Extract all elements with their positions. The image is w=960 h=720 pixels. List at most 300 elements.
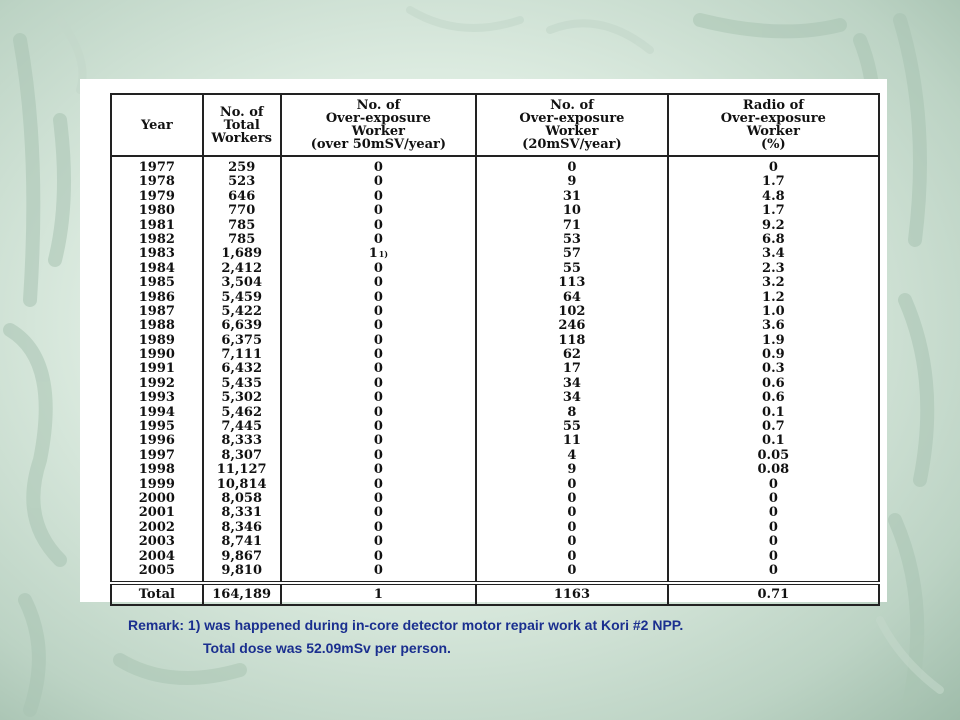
table-cell: [669, 506, 878, 520]
cell-value: 31: [562, 188, 581, 204]
year-column: [111, 156, 203, 583]
header-line: Over-exposure: [325, 111, 431, 126]
cell-value: 1985: [138, 275, 175, 291]
table-cell: [282, 463, 476, 477]
cell-value: 1994: [138, 404, 175, 420]
header-line: Over-exposure: [519, 111, 625, 126]
table-cell: [112, 175, 202, 189]
table-cell: [669, 550, 878, 564]
table-cell: [669, 204, 878, 218]
header-line: (%): [761, 137, 786, 152]
total-workers-value: 164,189: [203, 583, 281, 605]
table-cell: [477, 449, 667, 463]
table-cell: [204, 334, 280, 348]
header-line: (over 50mSV/year): [310, 137, 447, 152]
table-cell: [204, 434, 280, 448]
table-cell: [112, 305, 202, 319]
header-line: Radio of: [742, 98, 804, 113]
header-line: Total: [223, 117, 260, 133]
cell-value: 64: [562, 289, 581, 305]
table-cell: [204, 247, 280, 261]
cell-value: 2005: [138, 562, 175, 578]
cell-value: 1979: [138, 188, 175, 204]
table-cell: [477, 319, 667, 333]
header-line: No. of: [356, 98, 401, 113]
remark-line-2: Total dose was 52.09mSv per person.: [203, 640, 451, 656]
total-ratio-value: 0.71: [668, 583, 879, 605]
table-panel: [80, 79, 887, 602]
cell-value: 113: [558, 275, 586, 291]
table-cell: [669, 564, 878, 578]
table-cell: [204, 535, 280, 549]
table-cell: [112, 434, 202, 448]
header-year: [111, 94, 203, 156]
cell-value: 0: [768, 519, 778, 535]
header-line: Worker: [351, 124, 405, 139]
cell-value: 6.8: [762, 231, 785, 247]
table-cell: [204, 219, 280, 233]
table-cell: [282, 564, 476, 578]
table-cell: [282, 276, 476, 290]
table-cell: [204, 492, 280, 506]
cell-value: 1,689: [221, 246, 263, 262]
cell-value: 0.05: [757, 447, 790, 463]
table-cell: [112, 291, 202, 305]
header-line: Year: [141, 117, 173, 133]
table-cell: [282, 362, 476, 376]
table-cell: [477, 175, 667, 189]
cell-value: 5,302: [221, 390, 263, 406]
table-cell: [282, 204, 476, 218]
cell-value: 0: [567, 160, 577, 175]
cell-value: 0.3: [762, 361, 785, 377]
cell-value: 1991: [138, 361, 175, 377]
cell-value: 6,639: [221, 318, 263, 334]
table-cell: [112, 406, 202, 420]
cell-value: 1992: [138, 375, 175, 391]
table-cell: [204, 276, 280, 290]
table-cell: [669, 175, 878, 189]
remark-line-1: Remark: 1) was happened during in-core detector motor repair work at Kori #2 NPP.: [128, 617, 684, 633]
table-cell: [477, 204, 667, 218]
cell-value: 2.3: [762, 260, 785, 276]
cell-value: 0.6: [762, 390, 785, 406]
cell-value: 4.8: [762, 188, 785, 204]
table-cell: [204, 564, 280, 578]
table-cell: [204, 175, 280, 189]
cell-value: 71: [562, 217, 581, 233]
table-cell: [112, 247, 202, 261]
cell-value: 0.08: [757, 462, 790, 478]
cell-value: 0: [373, 174, 383, 190]
table-cell: [669, 190, 878, 204]
cell-value: 0: [373, 548, 383, 564]
cell-value: 0.9: [762, 347, 785, 363]
cell-value: 8,741: [221, 534, 263, 550]
table-cell: [112, 190, 202, 204]
cell-value: 34: [562, 375, 581, 391]
header-line: (20mSV/year): [522, 137, 622, 152]
cell-value: 10,814: [216, 476, 267, 492]
table-cell: [282, 190, 476, 204]
table-cell: [669, 449, 878, 463]
table-cell: [282, 550, 476, 564]
cell-value: 3.4: [762, 246, 785, 262]
cell-value: 5,459: [221, 289, 263, 305]
table-cell: [669, 362, 878, 376]
cell-value: 1986: [138, 289, 175, 305]
cell-value: 0: [373, 534, 383, 550]
cell-value: 0: [373, 462, 383, 478]
table-cell: [477, 564, 667, 578]
table-cell: [282, 233, 476, 247]
cell-value: 0: [373, 433, 383, 449]
cell-value: 6,432: [221, 361, 263, 377]
cell-value: 0: [768, 534, 778, 550]
table-cell: [112, 334, 202, 348]
table-cell: [282, 521, 476, 535]
table-cell: [477, 478, 667, 492]
cell-value: 0: [768, 160, 778, 175]
total-row: [111, 583, 879, 605]
table-cell: [477, 420, 667, 434]
cell-value: 2003: [138, 534, 175, 550]
table-cell: [669, 348, 878, 362]
cell-value: 9,810: [221, 562, 263, 578]
cell-value: 118: [558, 332, 586, 348]
cell-value: 1982: [138, 231, 175, 247]
table-cell: [477, 291, 667, 305]
cell-value: 1981: [138, 217, 175, 233]
table-cell: [669, 319, 878, 333]
table-cell: [204, 262, 280, 276]
cell-value: 0: [768, 548, 778, 564]
table-cell: [112, 550, 202, 564]
cell-value: 0: [373, 375, 383, 391]
header-ratio: [668, 94, 879, 156]
cell-value: 3.6: [762, 318, 785, 334]
table-cell: [669, 262, 878, 276]
total-over-20msv-value: 1163: [476, 583, 668, 605]
table-cell: [669, 521, 878, 535]
table-cell: [669, 406, 878, 420]
header-line: No. of: [550, 98, 594, 113]
cell-value: 9: [567, 462, 577, 478]
table-cell: [204, 449, 280, 463]
table-cell: [204, 161, 280, 175]
table-cell: [204, 377, 280, 391]
cell-value: 1: [368, 246, 378, 262]
table-cell: [112, 391, 202, 405]
table-cell: [669, 420, 878, 434]
cell-value: 0.6: [762, 375, 785, 391]
table-cell: [669, 219, 878, 233]
table-cell: [204, 190, 280, 204]
cell-value: 1980: [138, 203, 175, 219]
cell-value: 0: [373, 160, 383, 175]
cell-value: 0: [567, 519, 577, 535]
cell-value: 0: [373, 419, 383, 435]
cell-value: 11,127: [216, 462, 267, 478]
cell-value: 0: [373, 505, 383, 521]
table-cell: [669, 391, 878, 405]
cell-value: 10: [562, 203, 581, 219]
table-cell: [204, 506, 280, 520]
table-cell: [112, 377, 202, 391]
cell-value: 34: [562, 390, 581, 406]
table-cell: [282, 348, 476, 362]
cell-value: 785: [228, 217, 256, 233]
table-cell: [477, 377, 667, 391]
cell-value: 62: [562, 347, 581, 363]
cell-value: 8: [567, 404, 577, 420]
cell-value: 55: [562, 260, 581, 276]
cell-value: 0: [373, 303, 383, 319]
table-cell: [282, 334, 476, 348]
table-cell: [282, 247, 476, 261]
cell-value: 1.7: [762, 174, 785, 190]
cell-value: 0: [567, 534, 577, 550]
table-cell: [477, 262, 667, 276]
table-cell: [282, 535, 476, 549]
cell-value: 0: [373, 347, 383, 363]
table-cell: [282, 478, 476, 492]
table-cell: [669, 291, 878, 305]
table-cell: [204, 406, 280, 420]
table-cell: [204, 233, 280, 247]
table-cell: [477, 276, 667, 290]
cell-value: 0.1: [762, 433, 785, 449]
data-rows: [111, 156, 879, 583]
cell-value: 2002: [138, 519, 175, 535]
cell-value: 0.1: [762, 404, 785, 420]
cell-value: 246: [558, 318, 586, 334]
table-cell: [282, 406, 476, 420]
table-cell: [112, 262, 202, 276]
cell-value: 1996: [138, 433, 175, 449]
table-cell: [112, 492, 202, 506]
cell-value: 1.2: [762, 289, 785, 305]
table-cell: [477, 535, 667, 549]
cell-value: 5,462: [221, 404, 263, 420]
table-cell: [204, 550, 280, 564]
table-cell: [282, 175, 476, 189]
cell-value: 9: [567, 174, 577, 190]
cell-value: 1987: [138, 303, 175, 319]
total-workers-column: [203, 156, 281, 583]
cell-value: 0: [768, 505, 778, 521]
table-cell: [282, 420, 476, 434]
table-cell: [477, 550, 667, 564]
cell-value: 0: [567, 562, 577, 578]
cell-value: 57: [562, 246, 581, 262]
table-cell: [204, 521, 280, 535]
footnote-marker: 1): [378, 249, 389, 260]
cell-value: 0.7: [762, 419, 785, 435]
table-cell: [112, 564, 202, 578]
table-cell: [669, 535, 878, 549]
table-cell: [669, 305, 878, 319]
cell-value: 8,058: [221, 490, 263, 506]
header-line: Over-exposure: [720, 111, 826, 126]
cell-value: 53: [562, 231, 581, 247]
table-cell: [669, 492, 878, 506]
cell-value: 5,422: [221, 303, 263, 319]
header-over-50: [281, 94, 477, 156]
table-cell: [282, 449, 476, 463]
table-cell: [112, 204, 202, 218]
table-cell: [477, 362, 667, 376]
table-cell: [669, 276, 878, 290]
cell-value: 0: [373, 361, 383, 377]
table-cell: [204, 305, 280, 319]
table-cell: [477, 190, 667, 204]
header-line: Worker: [545, 124, 599, 139]
cell-value: 259: [228, 160, 256, 175]
cell-value: 0: [373, 390, 383, 406]
cell-value: 0: [768, 562, 778, 578]
cell-value: 770: [228, 203, 256, 219]
table-cell: [282, 305, 476, 319]
cell-value: 2004: [138, 548, 175, 564]
table-cell: [204, 463, 280, 477]
cell-value: 0: [373, 476, 383, 492]
table-cell: [282, 377, 476, 391]
table-cell: [112, 233, 202, 247]
cell-value: 3,504: [221, 275, 263, 291]
cell-value: 7,111: [221, 347, 263, 363]
header-total-workers: [203, 94, 281, 156]
table-cell: [204, 420, 280, 434]
table-cell: [282, 219, 476, 233]
table-cell: [112, 478, 202, 492]
header-line: No. of: [219, 104, 264, 120]
cell-value: 0: [373, 217, 383, 233]
cell-value: 0: [373, 231, 383, 247]
cell-value: 0: [567, 476, 577, 492]
table-cell: [282, 319, 476, 333]
cell-value: 1978: [138, 174, 175, 190]
cell-value: 2001: [138, 505, 175, 521]
table-cell: [477, 463, 667, 477]
cell-value: 0: [768, 490, 778, 506]
table-cell: [112, 348, 202, 362]
cell-value: 1990: [138, 347, 175, 363]
cell-value: 1983: [138, 246, 175, 262]
table-cell: [204, 204, 280, 218]
total-over-50msv-value: 1: [281, 583, 477, 605]
table-cell: [477, 334, 667, 348]
cell-value: 4: [567, 447, 577, 463]
header-over-20: [476, 94, 668, 156]
cell-value: 1999: [138, 476, 175, 492]
table-cell: [669, 463, 878, 477]
cell-value: 7,445: [221, 419, 263, 435]
over-20msv-column: [476, 156, 668, 583]
table-cell: [112, 362, 202, 376]
table-cell: [477, 348, 667, 362]
table-cell: [282, 291, 476, 305]
table-cell: [282, 492, 476, 506]
cell-value: 0: [567, 548, 577, 564]
table-cell: [282, 161, 476, 175]
table-cell: [112, 420, 202, 434]
over-50msv-column: [281, 156, 477, 583]
cell-value: 0: [373, 318, 383, 334]
cell-value: 0: [373, 188, 383, 204]
table-cell: [669, 377, 878, 391]
cell-value: 0: [373, 289, 383, 305]
header-line: Worker: [746, 124, 800, 139]
table-cell: [477, 233, 667, 247]
cell-value: 0: [373, 260, 383, 276]
table-cell: [112, 449, 202, 463]
table-cell: [477, 305, 667, 319]
table-cell: [477, 506, 667, 520]
table-cell: [204, 319, 280, 333]
table-cell: [669, 233, 878, 247]
cell-value: 1.9: [762, 332, 785, 348]
cell-value: 1977: [138, 160, 175, 175]
ratio-column: [668, 156, 879, 583]
table-cell: [282, 506, 476, 520]
table-cell: [669, 434, 878, 448]
cell-value: 11: [562, 433, 581, 449]
table-cell: [477, 406, 667, 420]
table-cell: [112, 219, 202, 233]
cell-value: 0: [567, 505, 577, 521]
cell-value: 1995: [138, 419, 175, 435]
cell-value: 0: [373, 447, 383, 463]
cell-value: 785: [228, 231, 256, 247]
table-cell: [669, 161, 878, 175]
header-line: Workers: [211, 130, 272, 146]
cell-value: 1993: [138, 390, 175, 406]
table-cell: [204, 362, 280, 376]
cell-value: 1997: [138, 447, 175, 463]
cell-value: 1989: [138, 332, 175, 348]
table-cell: [669, 478, 878, 492]
table-cell: [112, 521, 202, 535]
cell-value: 0: [373, 203, 383, 219]
cell-value: 3.2: [762, 275, 785, 291]
table-cell: [477, 247, 667, 261]
table-cell: [112, 535, 202, 549]
cell-value: 0: [373, 275, 383, 291]
total-label: Total: [111, 583, 203, 605]
table-cell: [477, 492, 667, 506]
table-cell: [669, 334, 878, 348]
cell-value: 5,435: [221, 375, 263, 391]
cell-value: 2,412: [221, 260, 263, 276]
table-cell: [204, 291, 280, 305]
cell-value: 0: [373, 404, 383, 420]
cell-value: 0: [373, 332, 383, 348]
cell-value: 0: [373, 562, 383, 578]
table-cell: [204, 391, 280, 405]
cell-value: 8,333: [221, 433, 263, 449]
table-cell: [477, 434, 667, 448]
cell-value: 1984: [138, 260, 175, 276]
table-cell: [112, 161, 202, 175]
table-cell: [282, 434, 476, 448]
cell-value: 0: [373, 519, 383, 535]
cell-value: 8,307: [221, 447, 263, 463]
cell-value: 9,867: [221, 548, 263, 564]
cell-value: 0: [567, 490, 577, 506]
cell-value: 646: [228, 188, 256, 204]
table-cell: [477, 161, 667, 175]
